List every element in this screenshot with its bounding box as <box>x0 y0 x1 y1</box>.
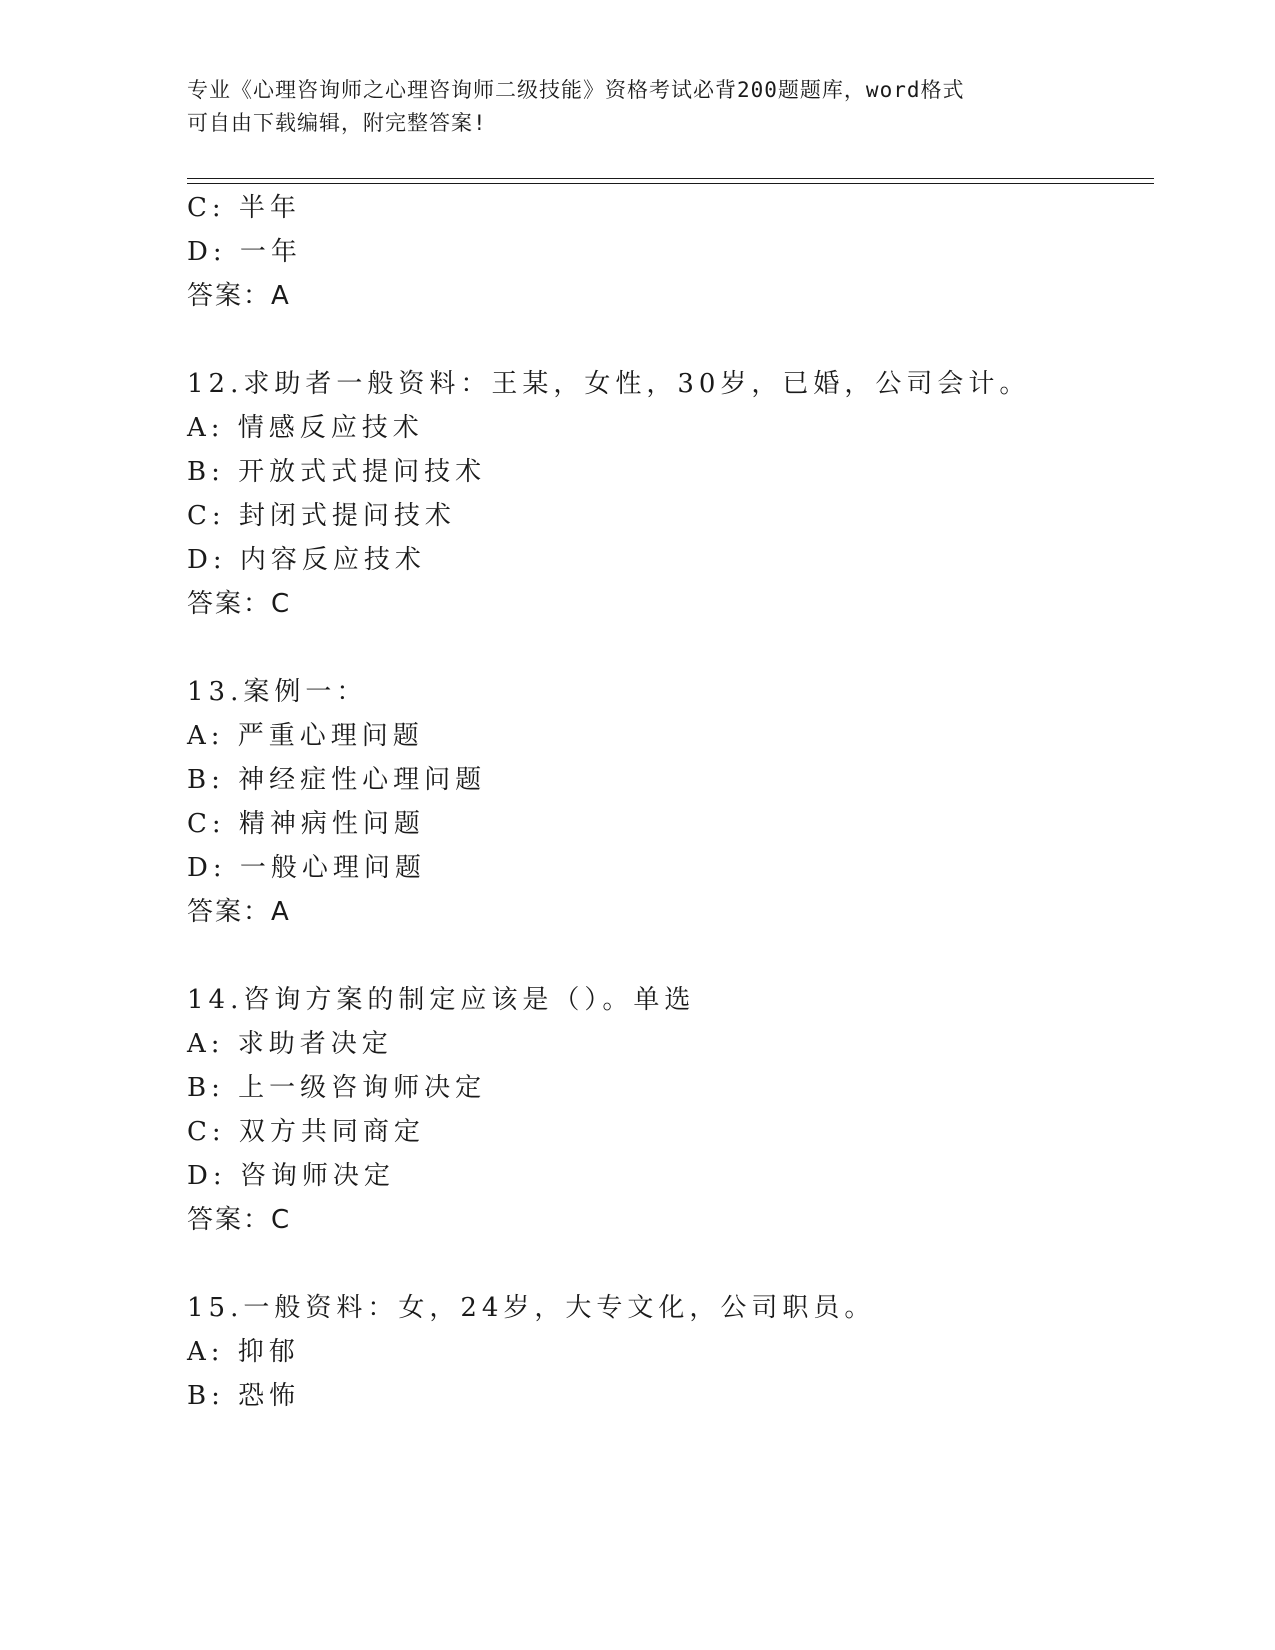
header-divider-top <box>187 178 1154 179</box>
option-c: C: 封闭式提问技术 <box>187 501 456 531</box>
option-b: B: 开放式式提问技术 <box>187 457 487 487</box>
document-header <box>187 74 1087 140</box>
answer-line: 答案：A <box>187 897 291 927</box>
option-d: D: 内容反应技术 <box>187 545 426 575</box>
option-d: D: 咨询师决定 <box>187 1161 395 1191</box>
question-stem: 13.案例一： <box>187 677 368 707</box>
option-d: D: 一年 <box>187 237 302 267</box>
header-divider-bottom <box>187 183 1154 184</box>
question-stem: 12.求助者一般资料：王某，女性，30岁，已婚，公司会计。 <box>187 369 1031 399</box>
header-title-line-1: 专业《心理咨询师之心理咨询师二级技能》资格考试必背200题题库，word格式 <box>187 78 965 102</box>
option-c: C: 精神病性问题 <box>187 809 425 839</box>
option-a: A: 求助者决定 <box>187 1029 393 1059</box>
question-stem: 15.一般资料：女，24岁，大专文化，公司职员。 <box>187 1293 876 1323</box>
option-c: C: 双方共同商定 <box>187 1117 425 1147</box>
answer-line: 答案：C <box>187 1205 292 1235</box>
option-d: D: 一般心理问题 <box>187 853 426 883</box>
question-stem: 14.咨询方案的制定应该是（）。单选 <box>187 985 696 1015</box>
answer-line: 答案：A <box>187 281 291 311</box>
answer-line: 答案：C <box>187 589 292 619</box>
option-a: A: 情感反应技术 <box>187 413 424 443</box>
option-b: B: 上一级咨询师决定 <box>187 1073 487 1103</box>
header-title-line-2: 可自由下载编辑，附完整答案! <box>187 111 487 135</box>
option-b: B: 恐怖 <box>187 1381 301 1411</box>
option-c: C: 半年 <box>187 193 301 223</box>
option-b: B: 神经症性心理问题 <box>187 765 487 795</box>
option-a: A: 抑郁 <box>187 1337 300 1367</box>
option-a: A: 严重心理问题 <box>187 721 424 751</box>
